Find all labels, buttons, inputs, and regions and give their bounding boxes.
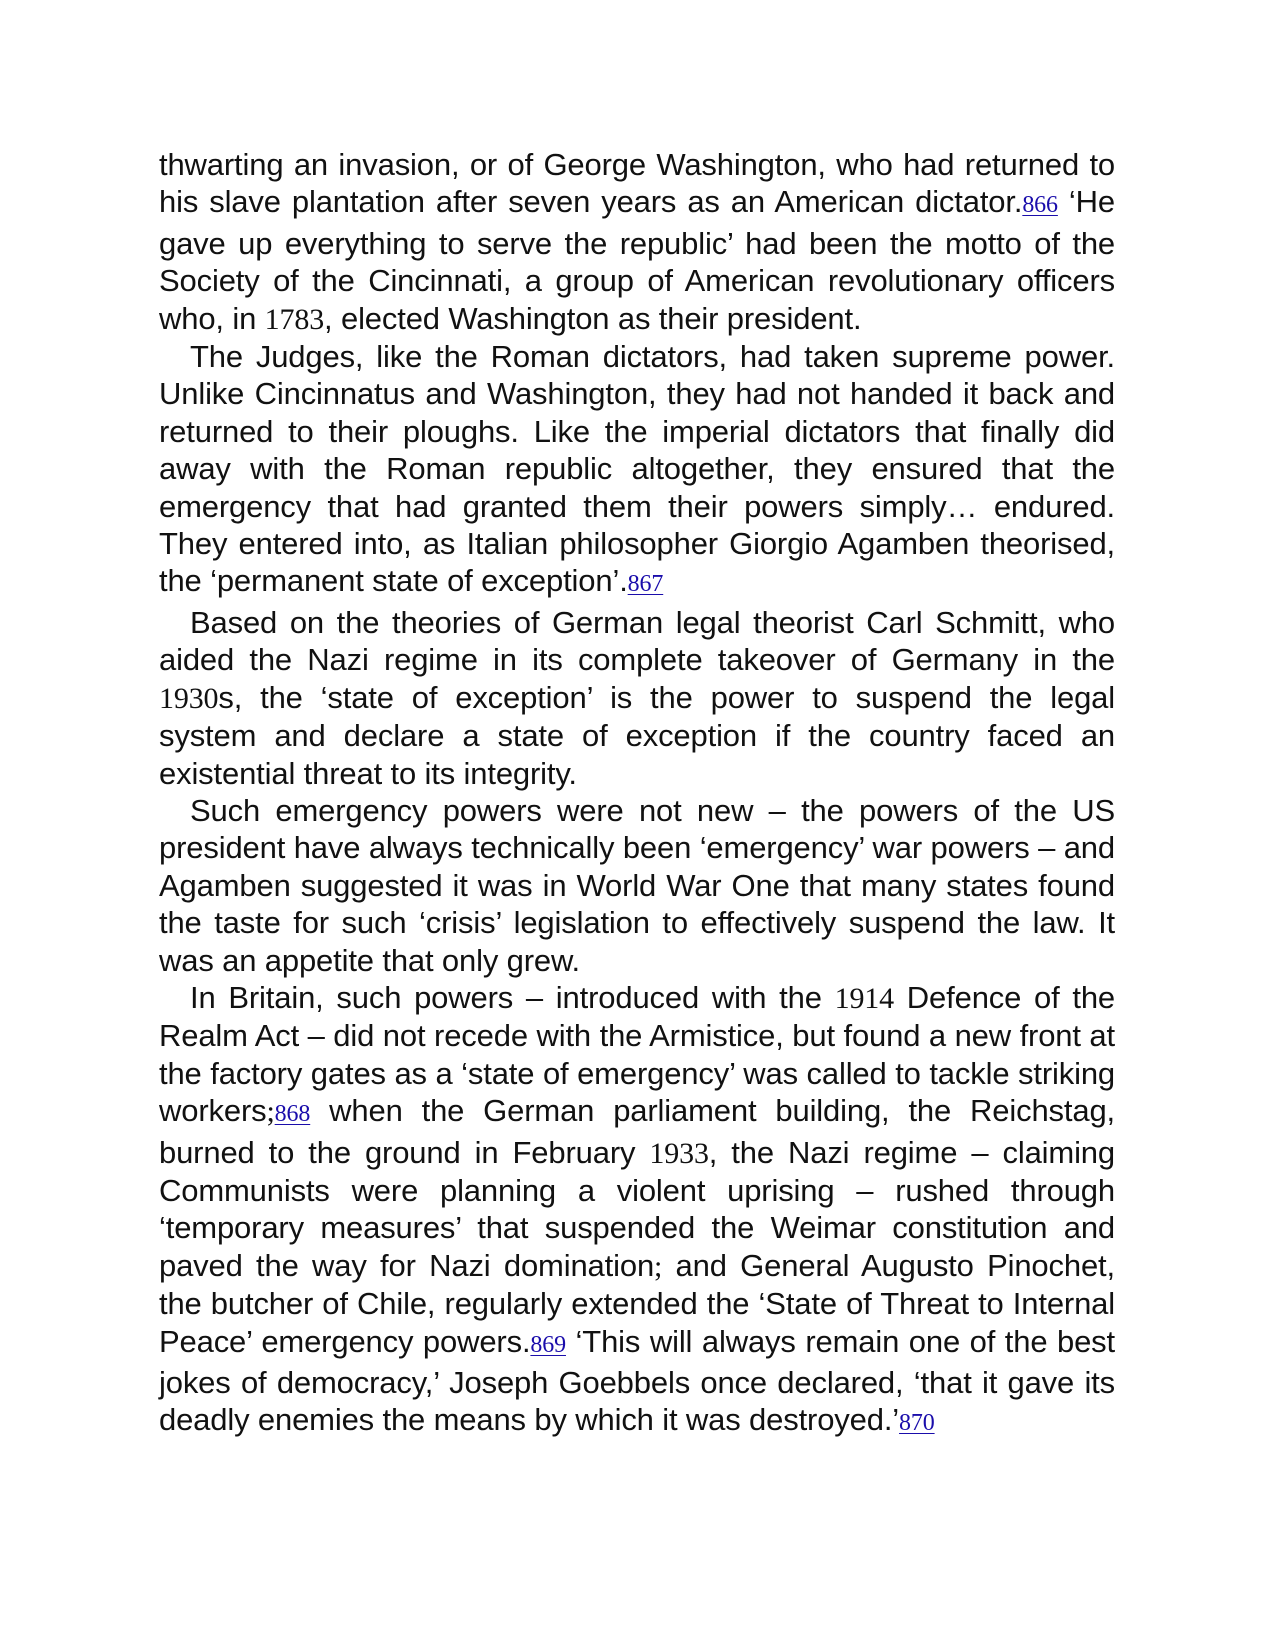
footnote-link-868[interactable]: 868 xyxy=(274,1101,311,1128)
text-run: , elected Washington as their president. xyxy=(324,300,862,336)
footnote-link-866[interactable]: 866 xyxy=(1022,192,1058,219)
text-run: The Judges, like the Roman dictators, had taken supreme power. Unlike Cincinnatus and Washington, they had not handed it back and returned to their ploughs. Like the imperial dictators that finally did away with the Roman republic altogether, they ensured that the emergency that had granted them their powers simply… endured. They entered into, as Italian philosopher Giorgio Agamben theorised, the ‘permanent state of exception’. xyxy=(159,339,1115,599)
serif-numeral: ; xyxy=(266,1095,275,1129)
serif-numeral: 1914 xyxy=(834,981,895,1015)
text-run: ‘He gave up everything to serve the republic’ had been the motto of the Society of the Cincinnati, a group of American revolutionary officers who, in xyxy=(159,184,1116,336)
serif-numeral: ; xyxy=(654,1249,663,1283)
text-run: Based on the theories of German legal theorist Carl Schmitt, who aided the Nazi regime in its complete takeover of Germany in the xyxy=(159,604,1115,678)
footnote-link-870[interactable]: 870 xyxy=(899,1410,935,1437)
footnote-link-869[interactable]: 869 xyxy=(530,1331,566,1358)
paragraph-2 xyxy=(159,338,1115,604)
text-run: ‘This will always remain one of the best jokes of democracy,’ Joseph Goebbels once declared, ‘that it gave its deadly enemies the means by which it was destroyed.’ xyxy=(159,1323,1115,1438)
serif-numeral: 1783 xyxy=(264,302,325,336)
text-run: and General Augusto Pinochet, the butcher of Chile, regularly extended the ‘State of Threat to Internal Peace’ emergency powers. xyxy=(159,1247,1115,1359)
text-run: thwarting an invasion, or of George Washington, who had returned to his slave plantation after seven years as an American dictator. xyxy=(159,147,1115,220)
text-run: when the German parliament building, the Reichstag, burned to the ground in February xyxy=(159,1093,1115,1170)
text-run: s, the ‘state of exception’ is the power to suspend the legal system and declare a state of exception if the country faced an existential threat to its integrity. xyxy=(159,679,1115,791)
text-run: , the Nazi regime – claiming Communists were planning a violent uprising – rushed through ‘temporary measures’ that suspended the Weimar constitution and paved the way for Nazi domination xyxy=(159,1134,1115,1283)
text-run: Defence of the Realm Act – did not recede with the Armistice, but found a new front at the factory gates as a ‘state of emergency’ was called to tackle striking workers xyxy=(159,979,1115,1129)
footnote-link-867[interactable]: 867 xyxy=(627,571,664,598)
text-run: In Britain, such powers – introduced with the xyxy=(190,979,835,1015)
paragraph-5 xyxy=(159,979,1115,1443)
serif-numeral: 1930 xyxy=(159,681,219,715)
document-body xyxy=(159,146,1115,1443)
paragraph-1 xyxy=(159,146,1115,338)
serif-numeral: 1933 xyxy=(649,1136,709,1170)
paragraph-4 xyxy=(159,792,1115,979)
text-run: Such emergency powers were not new – the powers of the US president have always technically been ‘emergency’ war powers – and Agamben suggested it was in World War One that many states found the taste for such ‘crisis’ legislation to effectively suspend the law. It was an appetite that only grew. xyxy=(159,792,1115,978)
paragraph-3 xyxy=(159,604,1115,792)
